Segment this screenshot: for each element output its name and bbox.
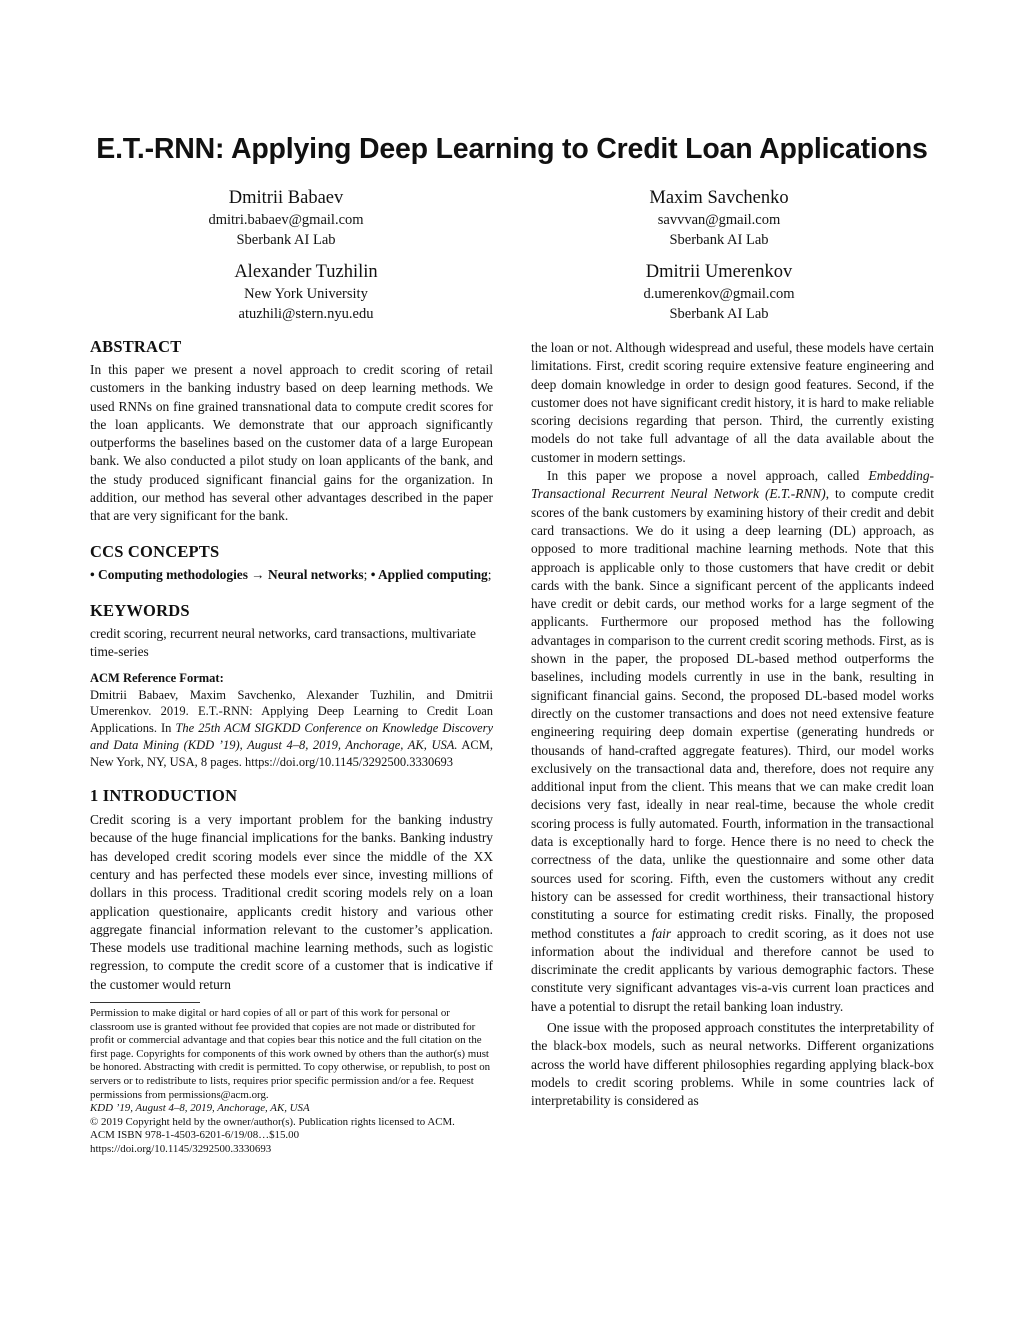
body-text: approach to credit scoring, as it does not use information about the individual and therefore cannot be used to discriminate the credit applicants by various demographic factors. These constitute very significant advantages vis-a-vis current loan practices and have a potential to disrupt the retail banking loan industry.	[531, 925, 935, 1014]
author-affiliation: Sberbank AI Lab	[236, 232, 336, 248]
author-email: atuzhili@stern.nyu.edu	[238, 306, 374, 322]
introduction-heading: 1 INTRODUCTION	[90, 786, 238, 806]
footnote-divider	[90, 1002, 200, 1003]
author-block	[549, 186, 889, 250]
doi-link[interactable]: https://doi.org/10.1145/3292500.3330693	[90, 1143, 272, 1155]
isbn: ACM ISBN 978-1-4503-6201-6/19/08…$15.00	[90, 1129, 300, 1142]
conference-info: KDD ’19, August 4–8, 2019, Anchorage, AK, USA	[90, 1102, 310, 1115]
author-block	[549, 260, 889, 324]
right-column	[531, 339, 934, 1110]
author-affiliation: Sberbank AI Lab	[669, 306, 769, 322]
introduction-paragraph: Credit scoring is a very important problem for the banking industry because of the huge financial implications for the banks. Banking industry has developed credit scoring models ever since the middle of the XX century and has perfected these models ever since, investing millions of dollars in this process. Traditional credit scoring models rely on a loan application questionaire, applicants credit history and various other aggregate financial information relevant to the customer’s application. These models use traditional machine learning methods, such as logistic regression, to compute the credit score of a customer that is indicative if the customer would return	[90, 812, 493, 992]
method-name: Embedding-Transactional Recurrent Neural Network (E.T.-RNN)	[531, 468, 934, 502]
keywords-heading: KEYWORDS	[90, 600, 190, 620]
reference-venue: The 25th ACM SIGKDD Conference on Knowledge Discovery and Data Mining (KDD ’19), August 4–8, 2019, Anchorage, AK, USA.	[90, 721, 493, 753]
author-name: Maxim Savchenko	[649, 188, 789, 208]
ccs-heading: CCS CONCEPTS	[90, 541, 220, 561]
emphasis-fair: fair	[651, 925, 672, 941]
author-name: Alexander Tuzhilin	[234, 262, 378, 282]
permission-notice: Permission to make digital or hard copies of all or part of this work for personal or classroom use is granted without fee provided that copies are not made or distributed for profit or commercial advantage and that copies bear this notice and the full citation on the first page. Copyrights for components of this work owned by others than the author(s) must be honored. Abstracting with credit is permitted. To copy otherwise, or republish, to post on servers or to redistribute to lists, requires prior specific permission and/or a fee. Request permissions from permissions@acm.org.	[90, 1007, 491, 1101]
ccs-end: ;	[487, 566, 492, 582]
ccs-separator: ;	[363, 566, 371, 582]
ccs-concepts	[90, 566, 493, 584]
keywords-text: credit scoring, recurrent neural networks, card transactions, multivariate time-series	[90, 625, 476, 660]
author-block	[116, 186, 456, 250]
author-name: Dmitrii Babaev	[228, 188, 344, 208]
author-name: Dmitrii Umerenkov	[645, 262, 793, 282]
body-text: In this paper we propose a novel approach, called	[547, 468, 869, 484]
author-affiliation: New York University	[244, 286, 368, 302]
reference-heading: ACM Reference Format:	[90, 670, 224, 685]
reference-publisher: ACM, New York, NY, USA, 8 pages. https://doi.org/10.1145/3292500.3330693	[90, 738, 493, 770]
reference-citation: Dmitrii Babaev, Maxim Savchenko, Alexander Tuzhilin, and Dmitrii Umerenkov. 2019. E.T.-RNN: Applying Deep Learning to Credit Loan Applications. In	[90, 687, 493, 736]
author-email: savvvan@gmail.com	[657, 212, 781, 228]
reference-text	[90, 687, 493, 772]
author-affiliation: Sberbank AI Lab	[669, 232, 769, 248]
ccs-concept-2: • Applied computing	[370, 566, 488, 582]
ccs-concept-1: • Computing methodologies → Neural networks	[90, 566, 364, 582]
paper-title: E.T.-RNN: Applying Deep Learning to Credit Loan Applications	[96, 133, 928, 165]
body-paragraph: One issue with the proposed approach constitutes the interpretability of the black-box models, such as neural networks. Different organizations across the world have different philosophies regarding applying black-box models to credit scoring problems. While in some countries lack of interpretability is considered as	[531, 1019, 934, 1109]
body-paragraph	[531, 467, 934, 1016]
body-paragraph: the loan or not. Although widespread and useful, these models have certain limitations. First, credit scoring require extensive feature engineering and deep domain knowledge in order to design good features. Second, if the customer does not have significant credit history, it is hard to make reliable scoring decisions regarding that person. Third, the currently existing models do not take full advantage of all the data available about the customer in modern settings.	[531, 340, 934, 465]
author-block	[136, 260, 476, 324]
author-email: d.umerenkov@gmail.com	[643, 286, 795, 302]
copyright-notice: © 2019 Copyright held by the owner/author(s). Publication rights licensed to ACM.	[90, 1115, 455, 1128]
body-text: , to compute credit scores of the bank customers by examining history of their credit and debit card transactions. We do it using a deep learning (DL) approach, as opposed to more traditional machine learning methods. Note that this approach is applicable only to those customers that have credit or debit cards with the bank. Since a significant percent of the applicants indeed have credit or debit cards, our method works for a large segment of the applicants. Furthermore our proposed method has the following advantages in comparison to the current credit scoring methods. First, as is shown in the paper, the proposed DL-based method outperforms the baselines, including models currently in use in the bank, resulting in significant financial gains. Second, the proposed DL-based model works directly on the customer transactions and does not need extensive feature engineering requiring deep domain expertise (generating hundreds or thousands of hand-crafted aggregate features). Third, our model works exclusively on the transactional data and, therefore, does not require any additional input from the client. This means that we can make credit loan decisions very fast, ideally in near real-time, because the whole credit scoring process is fully automated. Fourth, information in the transactional data is exceptionally hard to forge. Hence there is no need to check the correctness of the data, unlike the questionnaire and some other data sources used for scoring. Fifth, even the customers without any credit history can be assessed for credit worthiness, their transactional history constituting a source for estimating credit risks. Finally, the proposed method constitutes a	[531, 486, 934, 941]
abstract-text: In this paper we present a novel approach to credit scoring of retail customers in the banking industry based on deep learning methods. We used RNNs on fine grained transnational data to compute credit scores for the loan applicants. We demonstrate that our approach significantly outperforms the baselines based on the customer data of a large European bank. We also conducted a pilot study on loan applicants of the bank, and the study produced significant financial gains for the organization. In addition, our method has several other advantages described in the paper that are very significant for the bank.	[90, 362, 493, 524]
left-column	[90, 336, 493, 1157]
author-email: dmitri.babaev@gmail.com	[208, 212, 364, 228]
abstract-heading: ABSTRACT	[90, 337, 182, 356]
